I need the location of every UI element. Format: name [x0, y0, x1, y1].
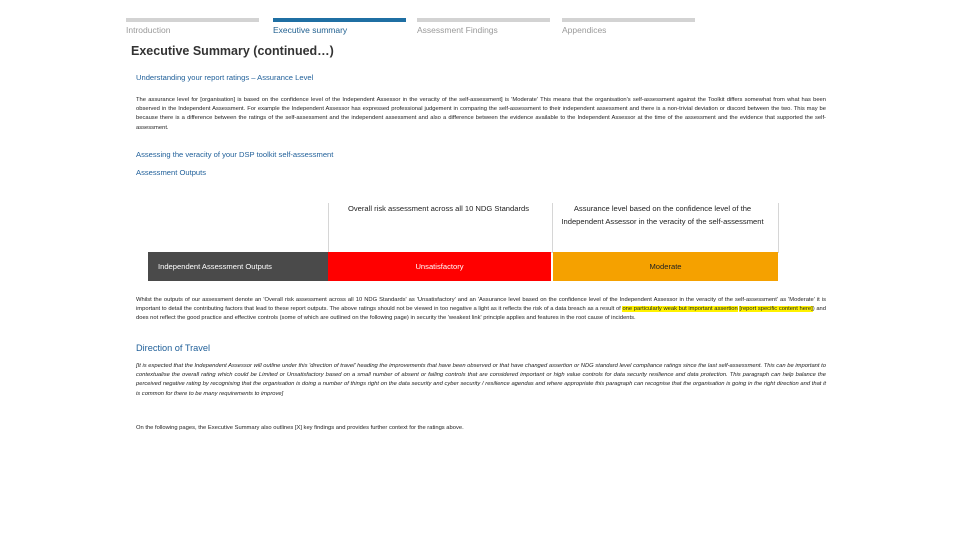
highlighted-placeholder: one particularly weak but important assertion: [622, 306, 738, 313]
section-nav: [126, 18, 696, 38]
assessment-outputs-heading: Assessment Outputs: [136, 168, 207, 177]
tab-label: Executive summary: [273, 25, 348, 35]
risk-rating-cell: Unsatisfactory: [328, 252, 551, 281]
tab-label: Appendices: [562, 25, 607, 35]
tab-indicator-bar: [417, 18, 550, 22]
assurance-column-header: Assurance level based on the confidence level of the Independent Assessor in the veracity of the self-assessment: [561, 204, 764, 226]
tab-appendices[interactable]: [562, 18, 695, 38]
tab-assessment-findings[interactable]: [417, 18, 550, 38]
assurance-level-heading: Understanding your report ratings – Assurance Level: [136, 73, 314, 82]
closing-paragraph: On the following pages, the Executive Summary also outlines [X] key findings and provides further context for the ratings above.: [136, 425, 464, 431]
table-divider: [328, 203, 329, 252]
veracity-heading: Assessing the veracity of your DSP toolkit self-assessment: [136, 150, 334, 159]
tab-indicator-bar: [126, 18, 259, 22]
outputs-text: Whilst the outputs of our assessment denote an 'Overall risk assessment across all 10 NDG Standards' as 'Unsatisfactory' and an 'Assurance level based on the confidence level of the Independent Assessor in the veracity of the self-assessment' as 'Moderate' it is important to detail the contributing factors that lead to these report outputs. The above ratings should not be viewed in too negative a light as it reflects the risk of a data breach as a result of: [136, 297, 826, 313]
outputs-text: ) and does not reflect the good practice and effective controls (some of which are outlined on the following page) in security the 'weakest link' principle applies and features in the root cause of incidents.: [136, 306, 826, 322]
assurance-rating-cell: Moderate: [553, 252, 778, 281]
highlighted-placeholder: [report specific content here]: [739, 306, 813, 313]
outputs-row-label: Independent Assessment Outputs: [148, 252, 328, 281]
assurance-level-paragraph: The assurance level for [organisation] is based on the confidence level of the Independent Assessor in the veracity of the self-assessment] is 'Moderate' This means that the organisation's self-assessment against the Toolkit differs somewhat from what has been observed in the Independent Assessment. For example the Independent Assessor has expressed professional judgement in comparing the self-assessment to their independent assessment and there is a non-trivial deviation or discord between the two. This may be because there is a difference between the ratings of the self-assessment and the independent assessment and also a difference between the evidence available to the Independent Assessor at the time of the assessment and the evidence that supported the self-assessment.: [136, 97, 826, 131]
tab-label: Introduction: [126, 25, 171, 35]
table-divider: [778, 203, 779, 252]
tab-executive-summary[interactable]: [273, 18, 406, 38]
tab-indicator-bar: [273, 18, 406, 22]
tab-indicator-bar: [562, 18, 695, 22]
risk-column-header: Overall risk assessment across all 10 NDG Standards: [347, 204, 530, 213]
page-title: Executive Summary (continued…): [131, 44, 334, 58]
outputs-explanation-paragraph: [136, 296, 826, 324]
direction-of-travel-heading: Direction of Travel: [136, 343, 211, 353]
table-divider: [552, 203, 553, 252]
tab-label: Assessment Findings: [417, 25, 498, 35]
direction-of-travel-paragraph: [It is expected that the Independent Assessor will outline under this 'direction of travel' heading the improvements that have been observed or that have changed assertion or NDG standard level compliance ratings since the last self-assessment. This can be important to contextualise the overall rating which could be Limited or Unsatisfactory based on a small number of absent or failing controls that are considered important or high value controls for data security resilience and data protection. This paragraph can help balance the perceived negative rating by recognising that the organisation is doing a number of things right on the data security and cyber security / resilience agendas and where appropriate this paragraph can recognise that the organisation is going in the right direction and that it is common for there to be many requirements to improve]: [136, 363, 826, 397]
tab-introduction[interactable]: [126, 18, 259, 38]
